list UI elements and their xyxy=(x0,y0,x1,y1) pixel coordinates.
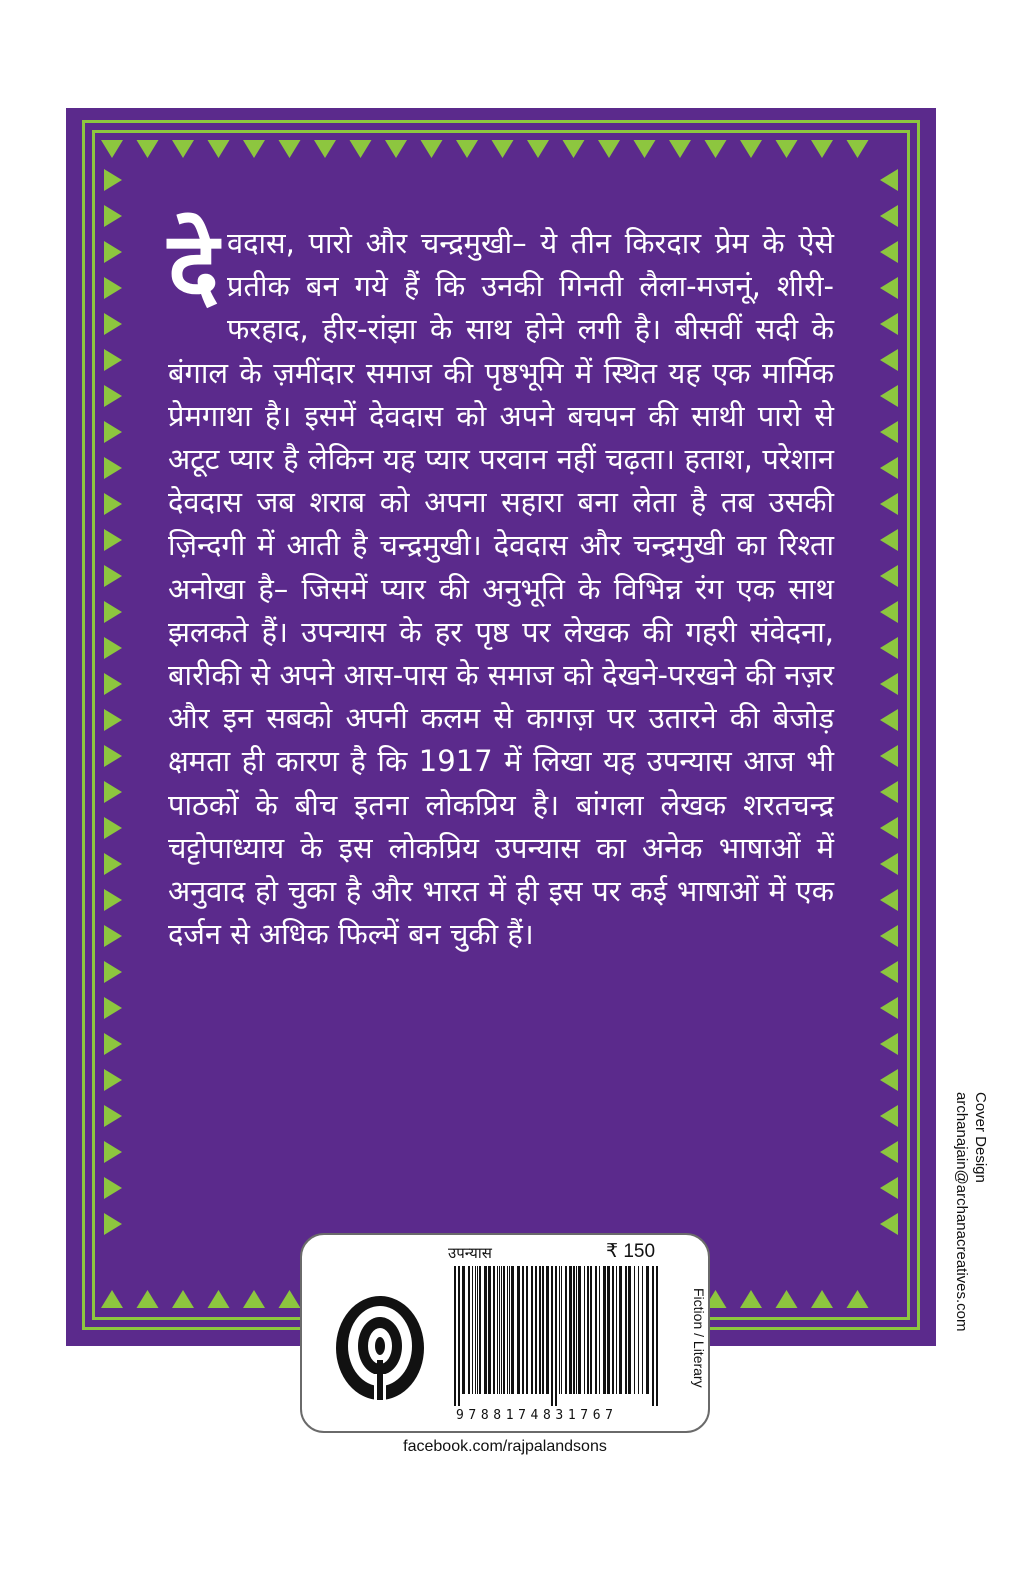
facebook-link: facebook.com/rajpalandsons xyxy=(403,1438,607,1455)
genre-label: उपन्यास xyxy=(448,1244,492,1262)
publisher-logo-icon xyxy=(330,1290,430,1410)
cover-design-credit xyxy=(952,1092,990,1332)
book-blurb xyxy=(168,211,834,956)
price-label: ₹ 150 xyxy=(606,1241,656,1262)
credit-email: archanajain@archanacreatives.com xyxy=(953,1092,970,1332)
barcode-number: 9788174831767 xyxy=(456,1408,618,1423)
blurb-text: वदास, पारो और चन्द्रमुखी– ये तीन किरदार प्रेम के ऐसे प्रतीक बन गये हैं कि उनकी गिनती लैला-मजनूं, शीरी-फरहाद, हीर-रांझा के साथ होने लगी है। बीसवीं सदी के बंगाल के ज़मींदार समाज की पृष्ठभूमि में स्थित यह एक मार्मिक प्रेमगाथा है। इसमें देवदास को अपने बचपन की साथी पारो से अटूट प्यार है लेकिन यह प्यार परवान नहीं चढ़ता। हताश, परेशान देवदास जब शराब को अपना सहारा बना लेता है तब उसकी ज़िन्दगी में आती है चन्द्रमुखी। देवदास और चन्द्रमुखी का रिश्ता अनोखा है– जिसमें प्यार की अनुभूति के विभिन्न रंग एक साथ झलकते हैं। उपन्यास के हर पृष्ठ पर लेखक की गहरी संवेदना, बारीकी से अपने आस-पास के समाज को देखने-परखने की नज़र और इन सबको अपनी कलम से कागज़ पर उतारने की बेजोड़ क्षमता ही कारण है कि 1917 में लिखा यह उपन्यास आज भी पाठकों के बीच इतना लोकप्रिय है। बांगला लेखक शरतचन्द्र चट्टोपाध्याय के इस लोकप्रिय उपन्यास का अनेक भाषाओं में अनुवाद हो चुका है और भारत में ही इस पर कई भाषाओं में एक दर्जन से अधिक फिल्में बन चुकी हैं। xyxy=(168,226,834,952)
barcode-icon xyxy=(452,1266,666,1406)
credit-title: Cover Design xyxy=(972,1092,989,1183)
drop-cap: दे xyxy=(168,211,219,323)
category-label: Fiction / Literary xyxy=(691,1288,707,1388)
